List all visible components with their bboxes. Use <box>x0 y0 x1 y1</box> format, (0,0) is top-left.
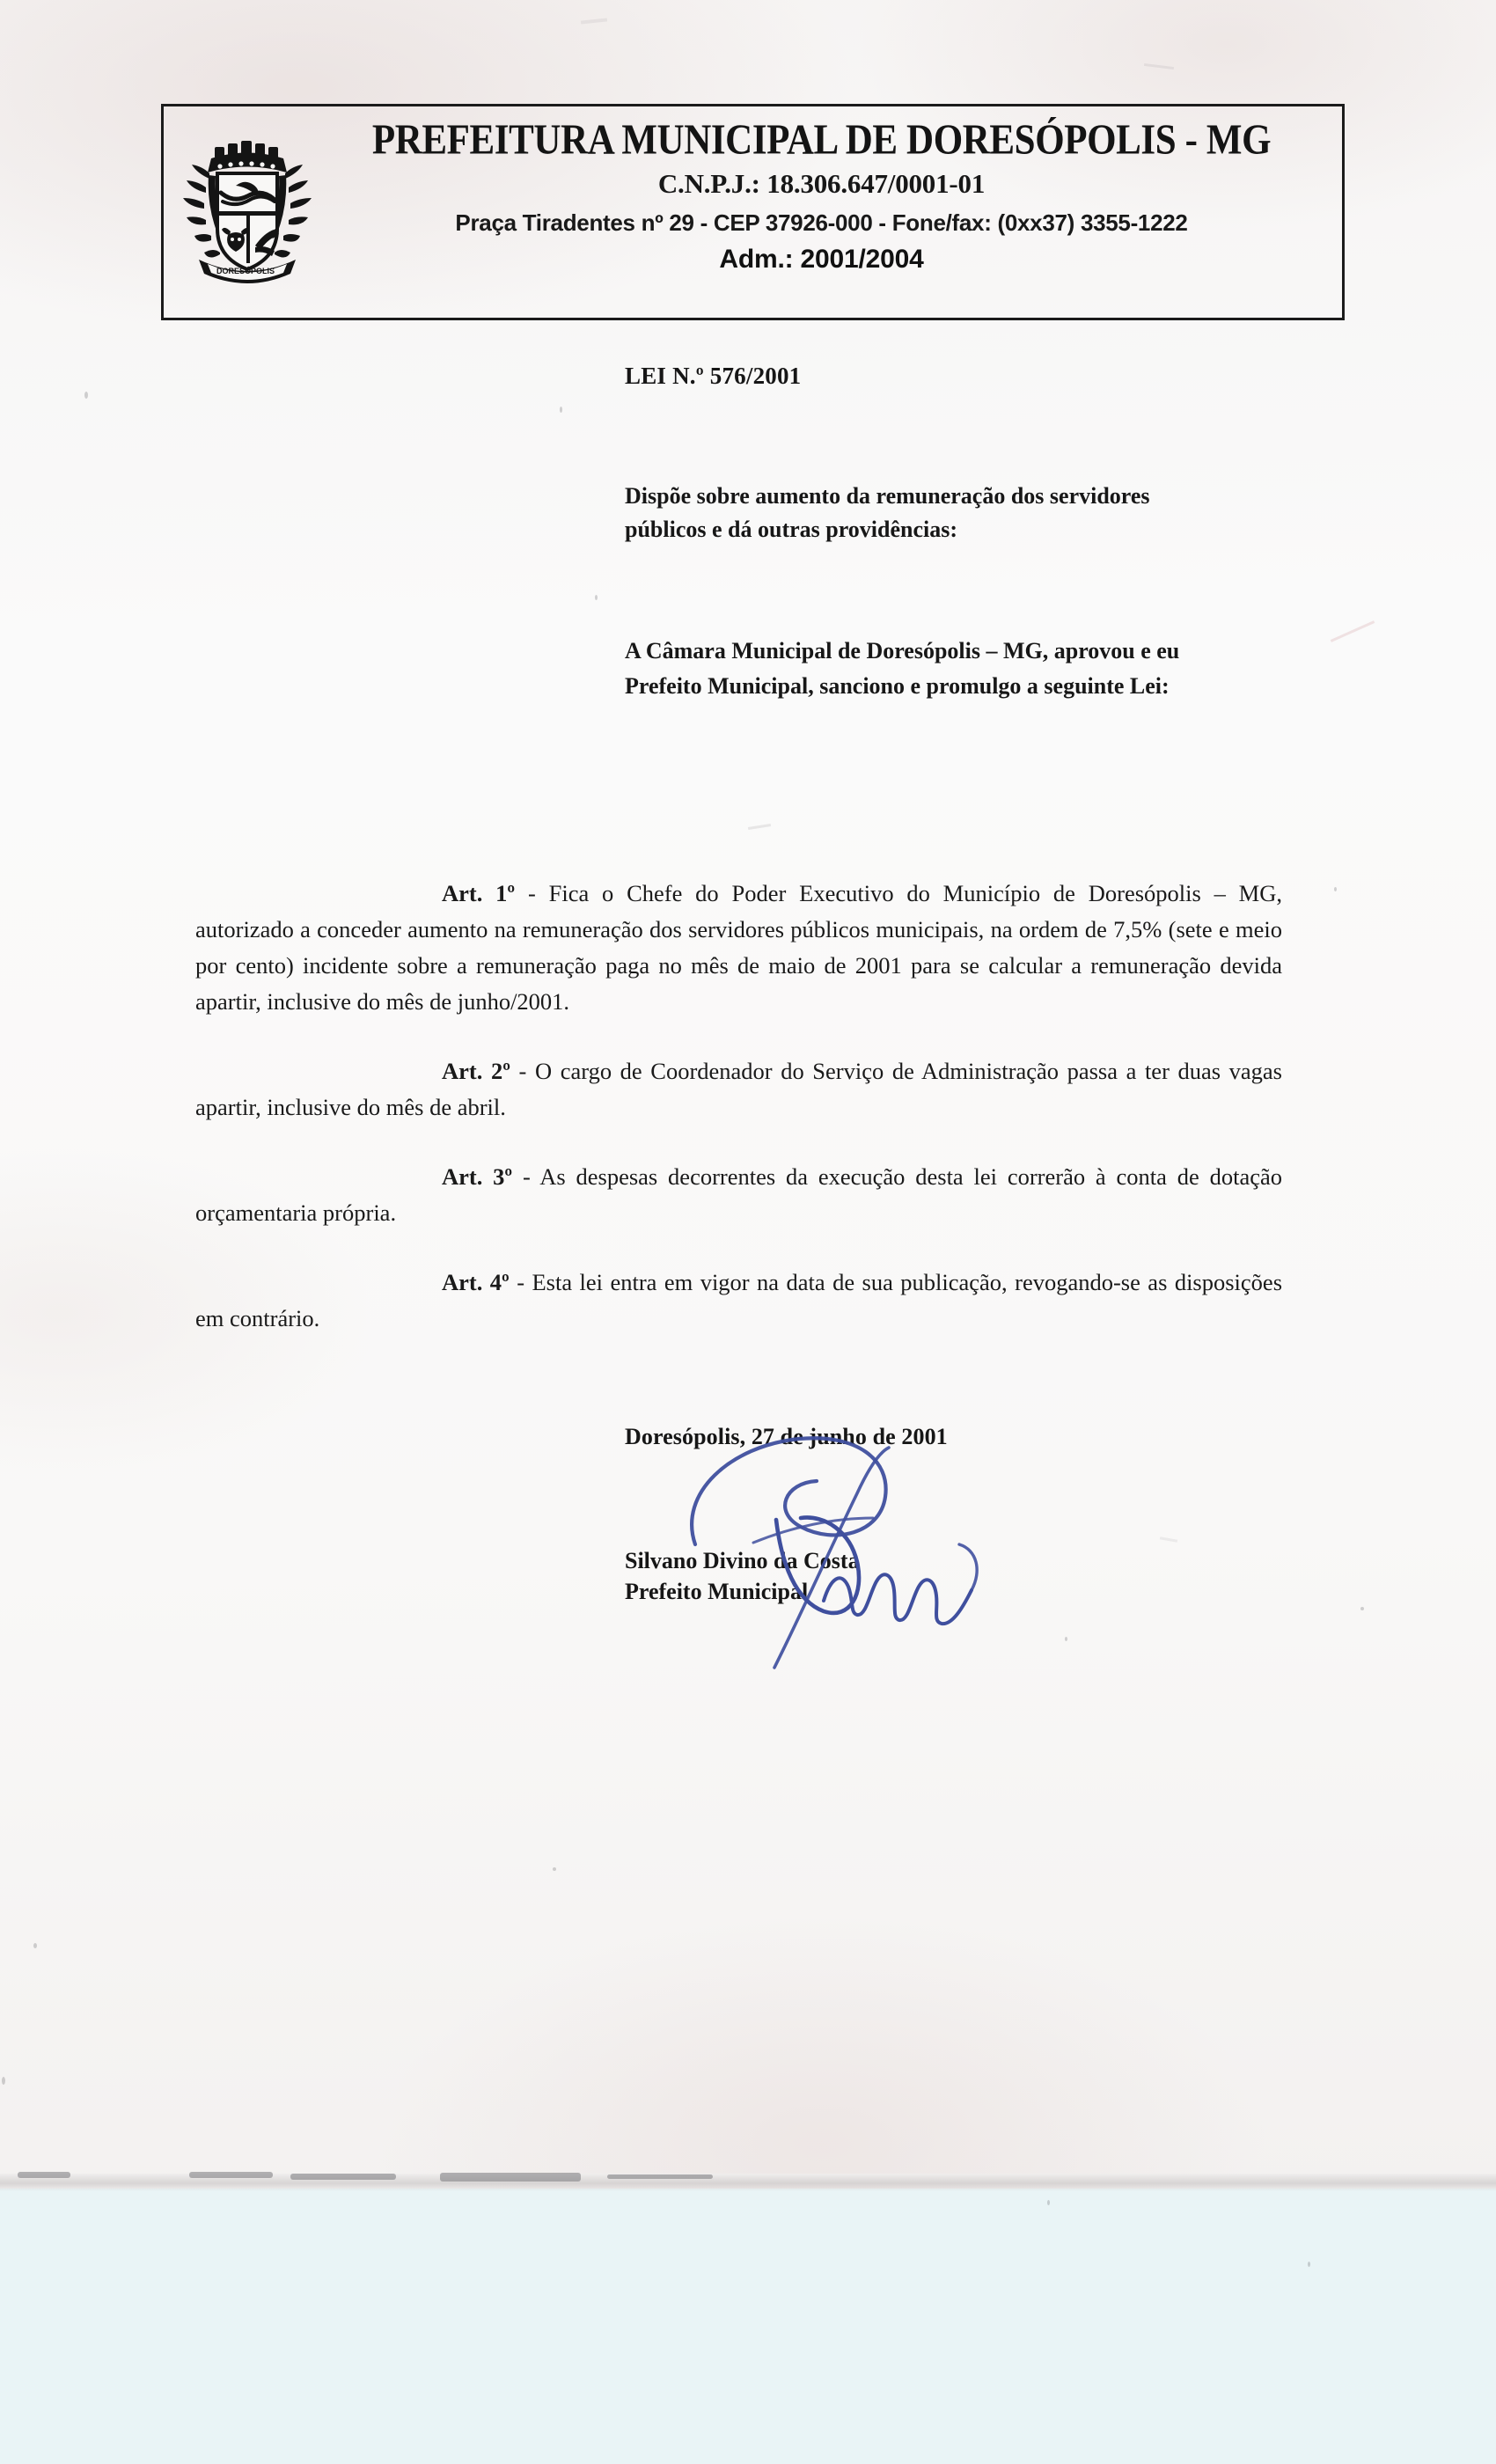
signature-place-date: Doresópolis, 27 de junho de 2001 <box>625 1424 948 1449</box>
scan-speckle <box>84 392 88 399</box>
scan-speckle <box>2 2077 5 2085</box>
scan-speckle <box>595 595 598 600</box>
law-articles <box>195 852 1282 1370</box>
scan-speckle <box>1047 2200 1050 2205</box>
article-3-dash: - <box>512 1162 540 1190</box>
law-number: LEI N.º 576/2001 <box>625 363 802 389</box>
article-1 <box>195 876 1282 1020</box>
letterhead-text <box>313 117 1330 275</box>
scan-speckle <box>33 1943 37 1948</box>
article-2-dash: - <box>510 1057 535 1084</box>
paper-edge-nick <box>607 2174 713 2179</box>
article-4 <box>195 1265 1282 1337</box>
paper-edge-nick <box>189 2172 273 2178</box>
scan-speckle <box>1308 2262 1310 2267</box>
administration-term: Adm.: 2001/2004 <box>719 245 924 275</box>
article-3-label: Art. 3º <box>442 1162 513 1190</box>
svg-text:DORESÓPOLIS: DORESÓPOLIS <box>216 267 275 275</box>
article-2-label: Art. 2º <box>442 1057 510 1084</box>
entity-name: PREFEITURA MUNICIPAL DE DORESÓPOLIS - MG <box>371 117 1272 164</box>
article-1-label: Art. 1º <box>442 879 516 906</box>
signatory-name: Silvano Divino da Costa <box>625 1548 860 1573</box>
scan-speckle <box>553 1867 556 1871</box>
paper-edge-nick <box>290 2174 396 2180</box>
article-3-text: As despesas decorrentes da execução desta lei correrão à conta de dotação orçamentaria própria. <box>195 1162 1282 1226</box>
article-3 <box>195 1159 1282 1231</box>
article-2-text: O cargo de Coordenador do Serviço de Administração passa a ter duas vagas apartir, inclusive do mês de abril. <box>195 1057 1282 1120</box>
entity-cnpj: C.N.P.J.: 18.306.647/0001-01 <box>657 168 986 200</box>
letterhead-box <box>161 104 1345 320</box>
article-4-dash: - <box>509 1269 532 1295</box>
scan-speckle <box>1334 887 1337 891</box>
scan-speckle <box>1360 1607 1364 1610</box>
municipal-coat-of-arms-icon <box>181 128 313 295</box>
article-1-dash: - <box>515 879 549 906</box>
scan-speckle <box>560 407 562 413</box>
article-4-text: Esta lei entra em vigor na data de sua publicação, revogando-se as disposições em contrário. <box>195 1269 1283 1332</box>
signature-block <box>625 1424 1241 1607</box>
law-preamble: A Câmara Municipal de Doresópolis – MG, aprovou e eu Prefeito Municipal, sanciono e promulgo a seguinte Lei: <box>625 638 1180 699</box>
entity-address: Praça Tiradentes nº 29 - CEP 37926-000 - Fone/fax: (0xx37) 3355-1222 <box>455 209 1188 236</box>
scan-speckle <box>1065 1637 1067 1641</box>
signatory-role: Prefeito Municipal <box>625 1579 809 1605</box>
paper-edge-nick <box>18 2172 70 2178</box>
article-2 <box>195 1053 1282 1126</box>
paper-edge-nick <box>440 2173 581 2182</box>
law-summary-ementa: Dispõe sobre aumento da remuneração dos servidores públicos e dá outras providências: <box>625 483 1150 542</box>
article-1-text: Fica o Chefe do Poder Executivo do Município de Doresópolis – MG, autorizado a conceder aumento na remuneração dos servidores públicos municipais, na ordem de 7,5% (sete e meio por cento) incidente sobre a remuneração paga no mês de maio de 2001 para se calcular a remuneração devida apartir, inclusive do mês de junho/2001. <box>195 879 1282 1015</box>
article-4-label: Art. 4º <box>442 1269 510 1295</box>
